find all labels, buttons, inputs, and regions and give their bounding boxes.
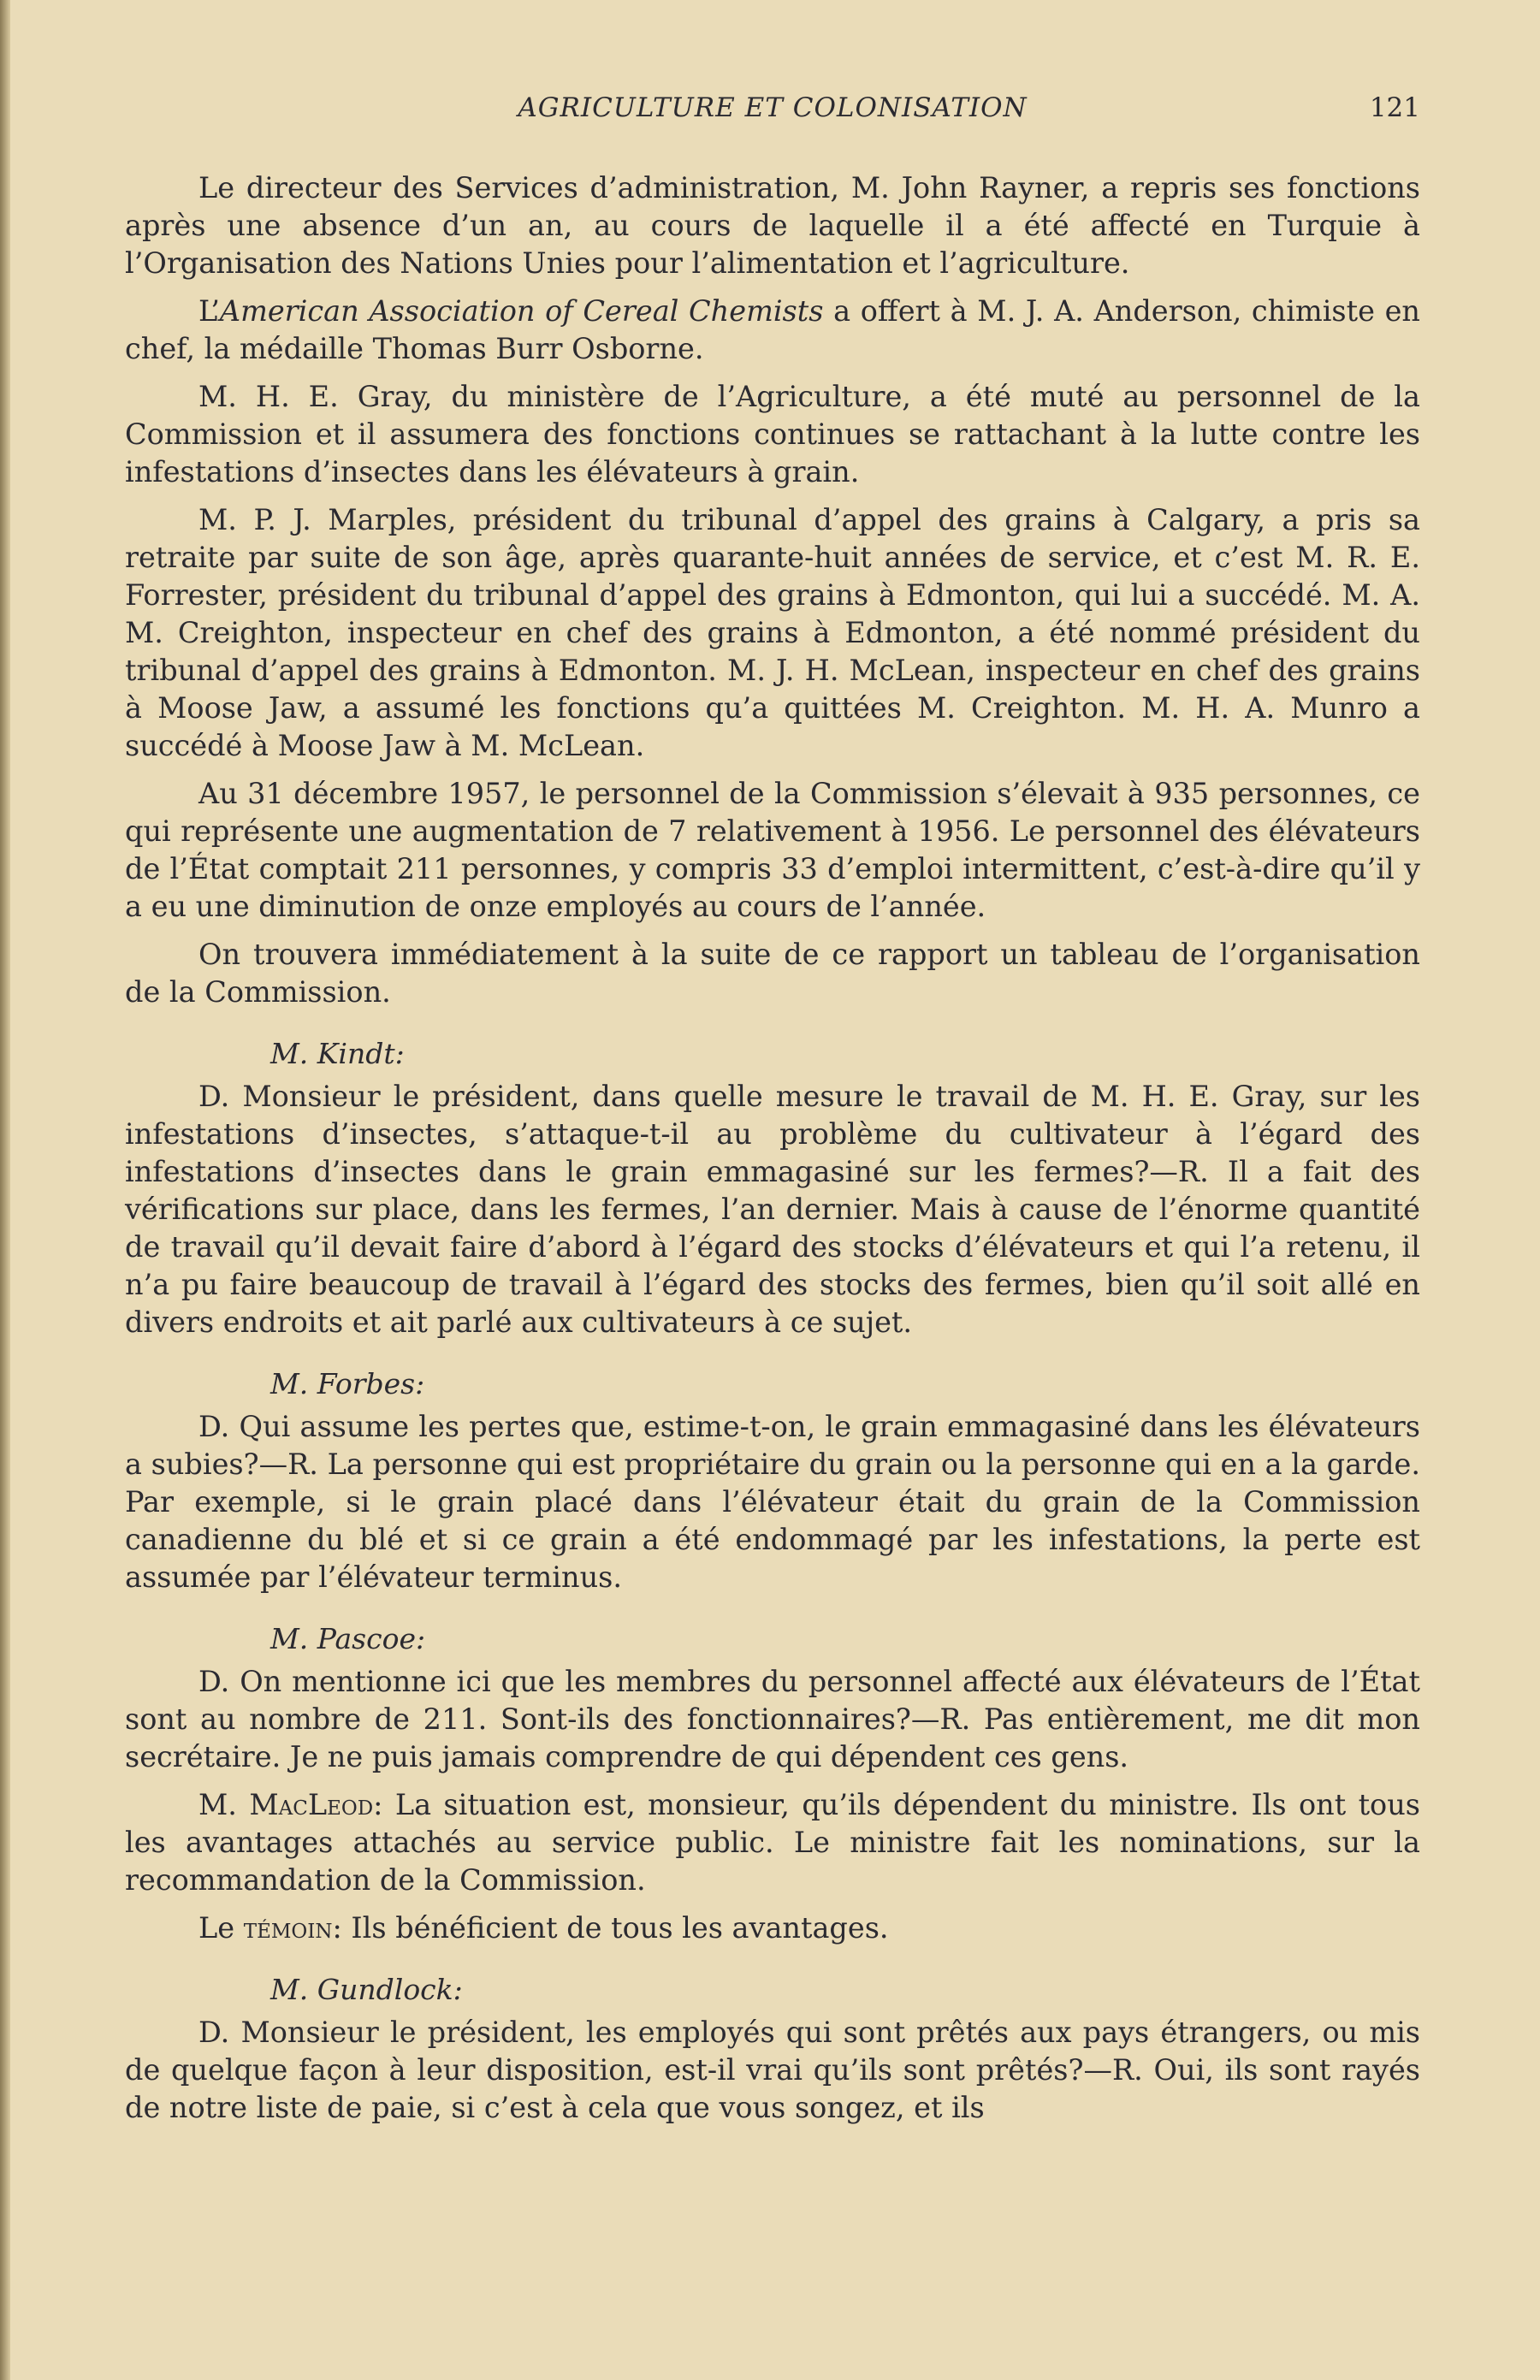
paragraph-marples: M. P. J. Marples, président du tribunal d’appel des grains à Calgary, a pris sa retraite par suite de son âge, après quarante-huit années de service, et c’est M. R. E. Forrester, président du tribunal d’appel des grains à Edmonton, qui lui a succédé. M. A. M. Creighton, inspecteur en chef des grains à Edmonton, a été nommé président du tribunal d’appel des grains à Edmonton. M. J. H. McLean, inspecteur en chef des grains à Moose Jaw, a assumé les fonctions qu’a quittées M. Creighton. M. H. A. Munro a succédé à Moose Jaw à M. McLean. — [125, 503, 1420, 762]
paragraph-gray: M. H. E. Gray, du ministère de l’Agriculture, a été muté au personnel de la Commission et il assumera des fonctions continues se rattachant à la lutte contre les infestations d’insectes dans les élévateurs à grain. — [125, 380, 1420, 488]
temoin-prefix: Le — [198, 1911, 244, 1945]
paragraph-organisation: On trouvera immédiatement à la suite de ce rapport un tableau de l’organisation de la Commission. — [125, 938, 1420, 1009]
speaker-kindt: M. Kindt: — [270, 1037, 405, 1070]
running-header — [125, 86, 1420, 140]
paragraph-macleod — [125, 1786, 1420, 1899]
speaker-pascoe: M. Pascoe: — [270, 1622, 426, 1655]
temoin-text: : Ils bénéficient de tous les avantages. — [332, 1911, 889, 1945]
speaker-forbes: M. Forbes: — [270, 1367, 425, 1400]
text-prefix: L’ — [198, 294, 220, 328]
page-header-title: AGRICULTURE ET COLONISATION — [518, 92, 1028, 123]
speaker-macleod: M. MacLeod — [198, 1788, 374, 1821]
page-edge-shadow — [0, 0, 10, 2380]
paragraph-personnel: Au 31 décembre 1957, le personnel de la Commission s’élevait à 935 personnes, ce qui représente une augmentation de 7 relativement à 1956. Le personnel des élévateurs de l’État comptait 211 personnes, y compris 33 d’emploi intermittent, c’est-à-dire qu’il y a eu une diminution de onze employés au cours de l’année. — [125, 777, 1420, 923]
page-number: 121 — [1369, 92, 1420, 123]
paragraph-anderson — [125, 293, 1420, 368]
paragraph-rayner: Le directeur des Services d’administration, M. John Rayner, a repris ses fonctions après une absence d’un an, au cours de laquelle il a été affecté en Turquie à l’Organisation des Nations Unies pour l’alimentation et l’agriculture. — [125, 171, 1420, 280]
speaker-gundlock: M. Gundlock: — [270, 1973, 463, 2006]
text-rest: a offert à M. J. A. Anderson, chimiste en chef, la médaille Thomas Burr Osborne. — [125, 294, 1420, 365]
association-name: American Association of Cereal Chemists — [219, 294, 824, 328]
paragraph-gundlock-question: D. Monsieur le président, les employés qui sont prêtés aux pays étrangers, ou mis de quelque façon à leur disposition, est-il vrai qu’ils sont prêtés?—R. Oui, ils sont rayés de notre liste de paie, si c’est à cela que vous songez, et ils — [125, 2016, 1420, 2124]
paragraph-kindt-question: D. Monsieur le président, dans quelle mesure le travail de M. H. E. Gray, sur les infestations d’insectes, s’attaque-t-il au problème du cultivateur à l’égard des infestations d’insectes dans le grain emmagasiné sur les fermes?—R. Il a fait des vérifications sur place, dans les fermes, l’an dernier. Mais à cause de l’énorme quantité de travail qu’il devait faire d’abord à l’égard des stocks d’élévateurs et qui l’a retenu, il n’a pu faire beaucoup de travail à l’égard des stocks des fermes, bien qu’il soit allé en divers endroits et ait parlé aux cultivateurs à ce sujet. — [125, 1080, 1420, 1339]
paragraph-pascoe-question: D. On mentionne ici que les membres du personnel affecté aux élévateurs de l’État sont au nombre de 211. Sont-ils des fonctionnaires?—R. Pas entièrement, me dit mon secrétaire. Je ne puis jamais comprendre de qui dépendent ces gens. — [125, 1665, 1420, 1773]
paragraph-forbes-question: D. Qui assume les pertes que, estime-t-on, le grain emmagasiné dans les élévateurs a subies?—R. La personne qui est propriétaire du grain ou la personne qui en a la garde. Par exemple, si le grain placé dans l’élévateur était du grain de la Commission canadienne du blé et si ce grain a été endommagé par les infestations, la perte est assumée par l’élévateur terminus. — [125, 1410, 1420, 1594]
document-page — [125, 86, 1420, 2137]
speaker-temoin: témoin — [243, 1911, 333, 1945]
macleod-text: : La situation est, monsieur, qu’ils dépendent du ministre. Ils ont tous les avantages attachés au service public. Le ministre fait les nominations, sur la recommandation de la Commission. — [125, 1788, 1420, 1897]
paragraph-temoin — [125, 1909, 1420, 1947]
